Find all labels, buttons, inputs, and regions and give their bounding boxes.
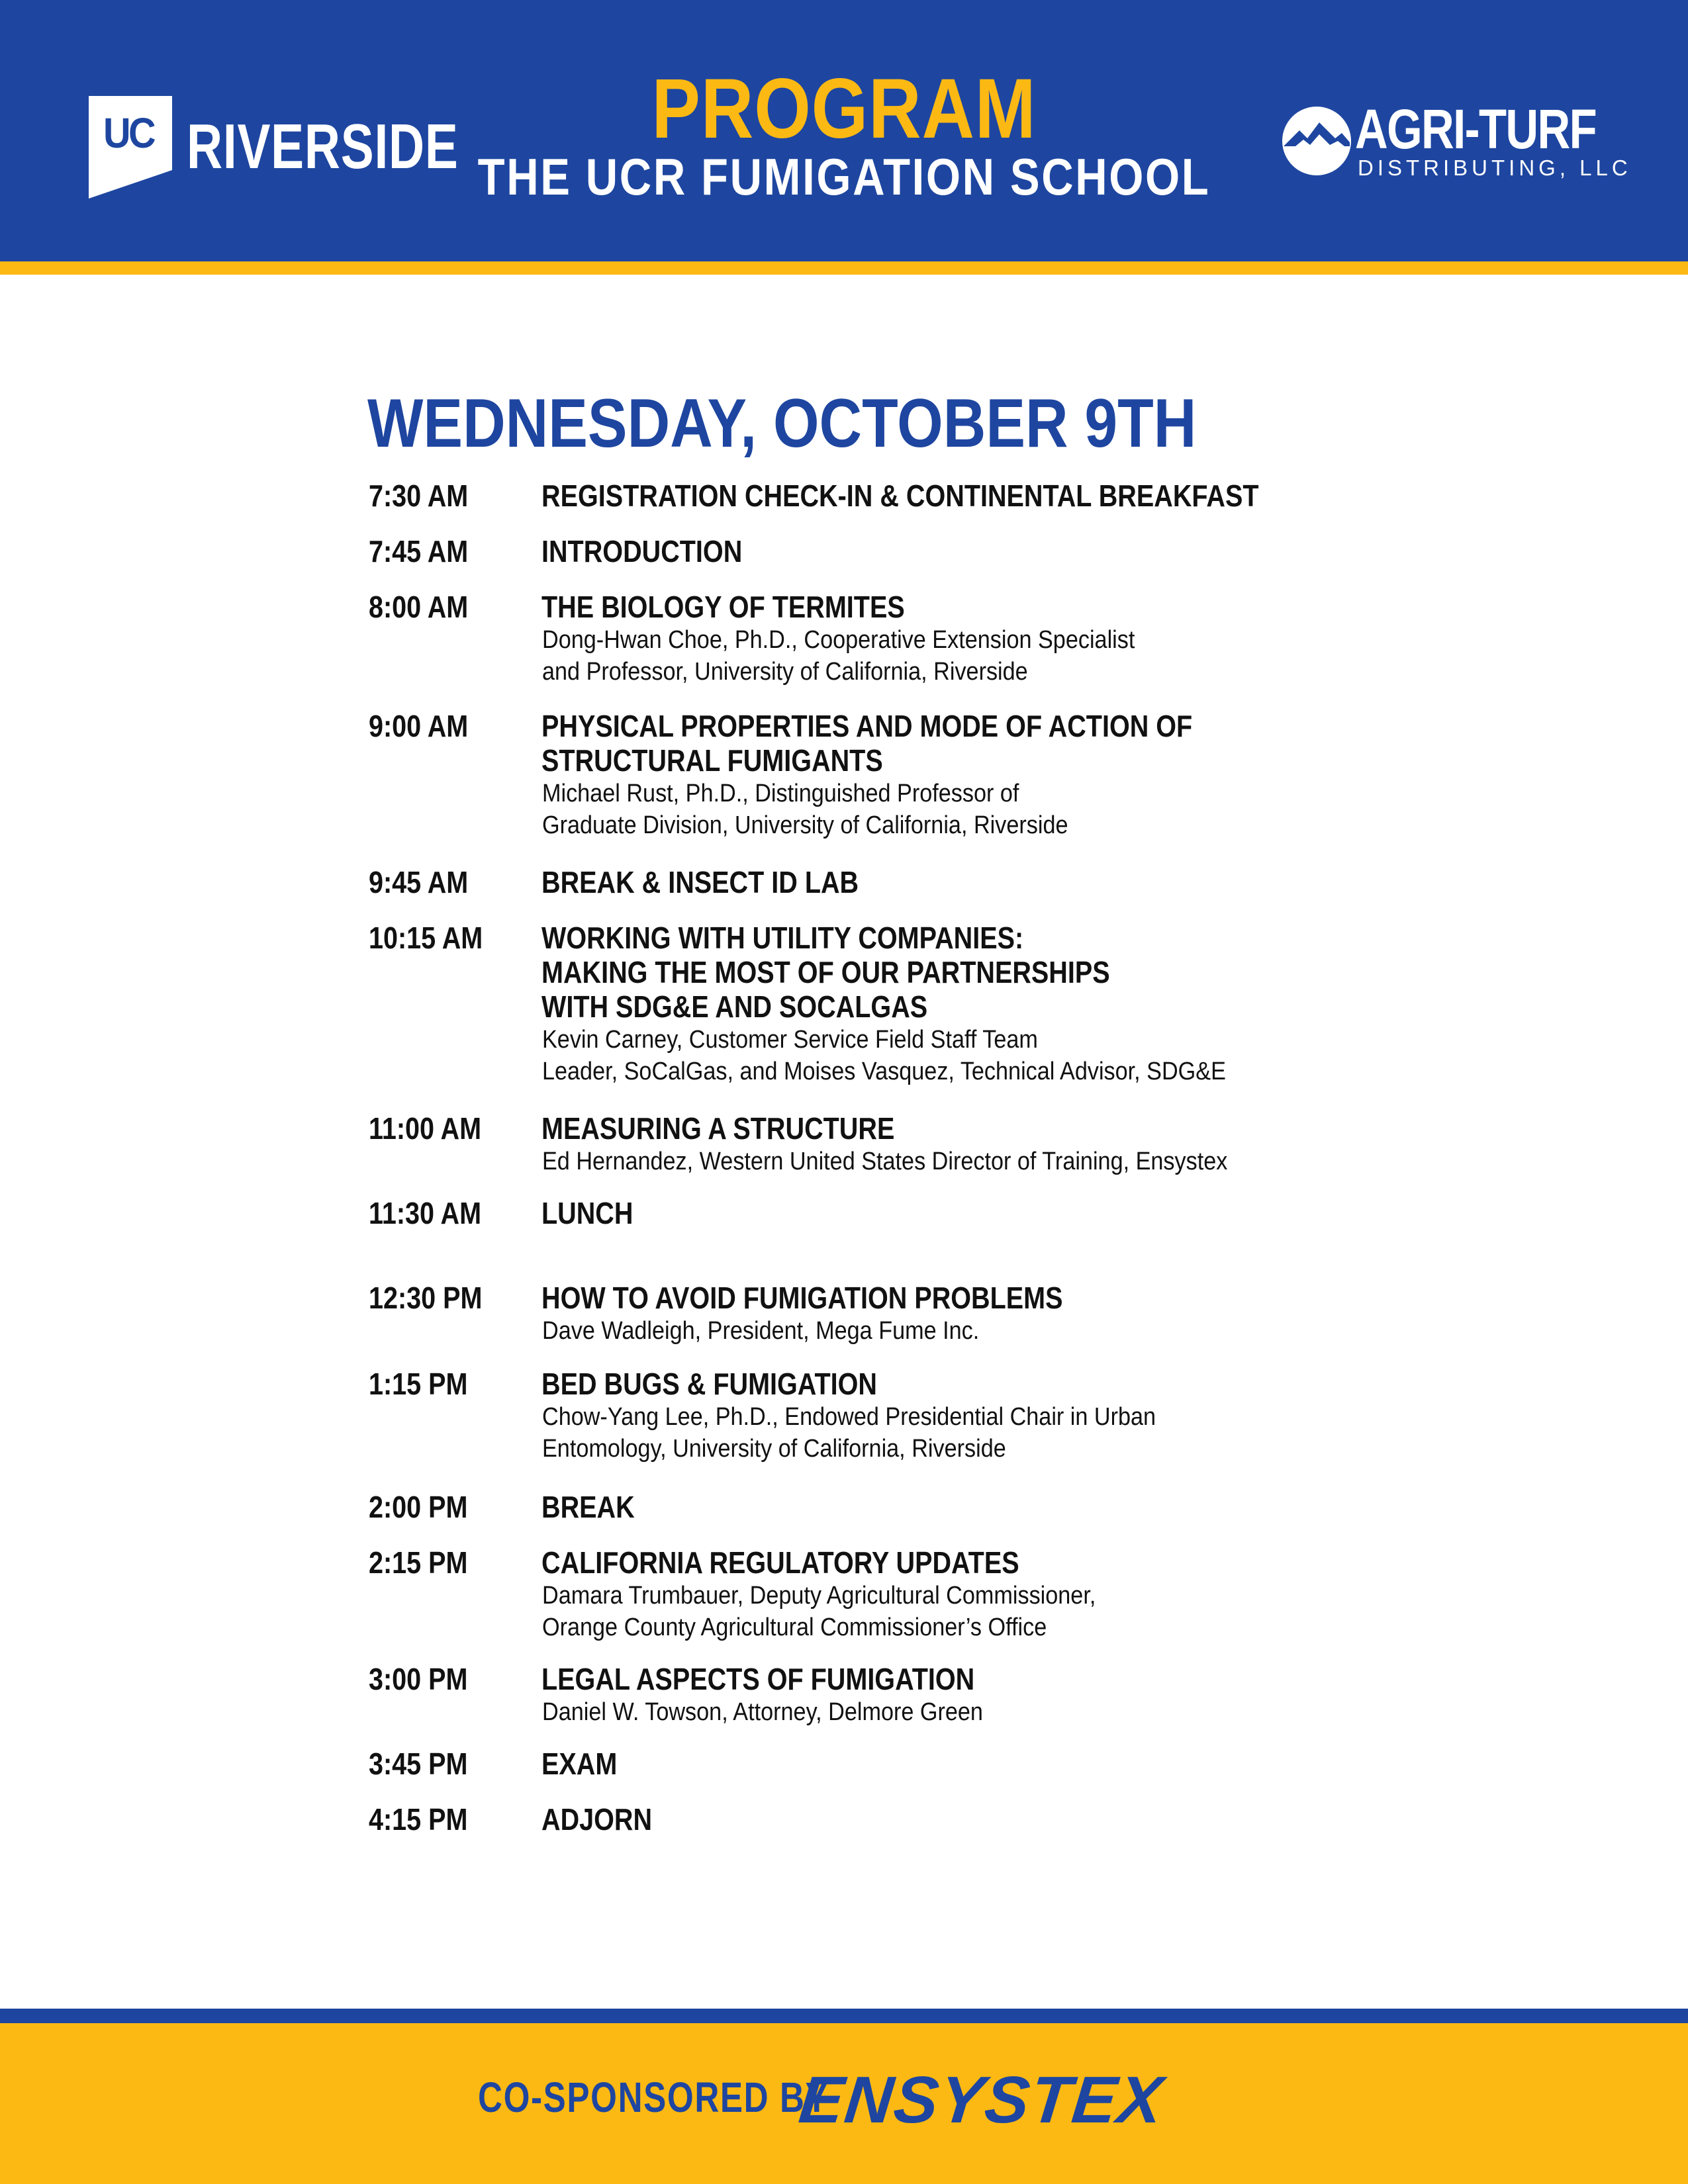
session-title-line: HOW TO AVOID FUMIGATION PROBLEMS: [541, 1281, 1063, 1315]
schedule-time: 4:15 PM: [369, 1802, 468, 1837]
session-title-line: ADJORN: [541, 1802, 653, 1837]
schedule-time: 10:15 AM: [369, 921, 483, 955]
header-accent-stripe: [0, 261, 1688, 275]
session-title: [541, 478, 1259, 513]
session-title: [541, 921, 1110, 1024]
session-title: [541, 1196, 633, 1230]
session-title-line: THE BIOLOGY OF TERMITES: [541, 590, 905, 624]
session-title-line: REGISTRATION CHECK-IN & CONTINENTAL BREAKFAST: [541, 478, 1259, 513]
session-title-line: BED BUGS & FUMIGATION: [541, 1367, 877, 1401]
session-speaker-line: Damara Trumbauer, Deputy Agricultural Commissioner,: [542, 1582, 1096, 1610]
schedule-time: 12:30 PM: [369, 1281, 483, 1315]
day-heading: WEDNESDAY, OCTOBER 9TH: [367, 385, 1197, 462]
session-title: [541, 1662, 974, 1696]
sponsor-logo: ENSYSTEX: [796, 2063, 1168, 2137]
session-title-line: MEASURING A STRUCTURE: [541, 1111, 895, 1146]
session-title-line: MAKING THE MOST OF OUR PARTNERSHIPS: [541, 955, 1110, 989]
session-title-line: STRUCTURAL FUMIGANTS: [541, 743, 883, 778]
schedule-time: 7:45 AM: [369, 534, 469, 569]
session-speaker-line: Kevin Carney, Customer Service Field Staff Team: [542, 1026, 1038, 1054]
session-title: [541, 590, 905, 624]
session-title: [541, 709, 1192, 778]
page-subtitle: THE UCR FUMIGATION SCHOOL: [477, 148, 1211, 206]
session-title: [541, 1747, 617, 1781]
session-speaker: [542, 1696, 983, 1728]
session-title-line: INTRODUCTION: [541, 534, 743, 569]
mountain-circle-icon: [1281, 105, 1352, 177]
sponsor-label: CO-SPONSORED BY: [478, 2073, 829, 2121]
session-speaker-line: Daniel W. Towson, Attorney, Delmore Green: [542, 1698, 983, 1726]
session-title-line: PHYSICAL PROPERTIES AND MODE OF ACTION OF: [541, 709, 1193, 743]
session-speaker-line: Orange County Agricultural Commissioner’s Office: [542, 1614, 1047, 1641]
session-title: [541, 1490, 635, 1524]
session-speaker: [542, 778, 1068, 841]
schedule-time: 9:45 AM: [369, 865, 469, 899]
session-speaker: [542, 1580, 1096, 1643]
session-speaker: [542, 1024, 1226, 1087]
session-speaker-line: Ed Hernandez, Western United States Director of Training, Ensystex: [542, 1148, 1228, 1175]
schedule-time: 2:00 PM: [369, 1490, 468, 1524]
session-speaker: [542, 624, 1135, 688]
agri-turf-subtitle: DISTRIBUTING, LLC: [1358, 156, 1632, 180]
schedule-time: 2:15 PM: [369, 1545, 468, 1580]
session-speaker: [542, 1146, 1227, 1177]
schedule-time: 3:00 PM: [369, 1662, 468, 1696]
session-title: [541, 865, 859, 899]
session-title-line: WITH SDG&E AND SOCALGAS: [541, 989, 928, 1024]
session-title-line: BREAK & INSECT ID LAB: [541, 865, 859, 899]
session-title-line: BREAK: [541, 1490, 635, 1524]
schedule-time: 1:15 PM: [369, 1367, 468, 1401]
footer-rule: [0, 2009, 1688, 2023]
session-title-line: LEGAL ASPECTS OF FUMIGATION: [541, 1662, 975, 1696]
session-title: [541, 1367, 877, 1401]
session-title: [541, 1281, 1063, 1315]
session-title: [541, 1111, 894, 1146]
session-speaker: [542, 1401, 1156, 1465]
agri-turf-wordmark: AGRI-TURF: [1355, 98, 1597, 160]
schedule-time: 11:30 AM: [369, 1196, 482, 1230]
header-banner: [0, 0, 1688, 261]
session-title-line: EXAM: [541, 1747, 618, 1781]
session-speaker: [542, 1315, 979, 1347]
session-title-line: WORKING WITH UTILITY COMPANIES:: [541, 921, 1024, 955]
session-speaker-line: Graduate Division, University of California, Riverside: [542, 811, 1068, 839]
session-title: [541, 534, 742, 569]
session-title: [541, 1802, 652, 1837]
session-title-line: CALIFORNIA REGULATORY UPDATES: [541, 1545, 1019, 1580]
schedule-time: 7:30 AM: [369, 478, 469, 513]
session-title-line: LUNCH: [541, 1196, 633, 1230]
schedule-time: 8:00 AM: [369, 590, 469, 624]
session-speaker-line: Leader, SoCalGas, and Moises Vasquez, Technical Advisor, SDG&E: [542, 1058, 1226, 1085]
session-speaker-line: Chow-Yang Lee, Ph.D., Endowed Presidential Chair in Urban: [542, 1403, 1156, 1431]
session-speaker-line: Entomology, University of California, Riverside: [542, 1435, 1006, 1463]
riverside-wordmark: RIVERSIDE: [187, 111, 459, 182]
page-title: PROGRAM: [651, 62, 1037, 156]
schedule-time: 11:00 AM: [369, 1111, 482, 1146]
session-speaker-line: Dong-Hwan Choe, Ph.D., Cooperative Extension Specialist: [542, 626, 1135, 654]
uc-mark-text: UC: [103, 109, 154, 157]
session-title: [541, 1545, 1019, 1580]
schedule-time: 3:45 PM: [369, 1747, 468, 1781]
session-speaker-line: and Professor, University of California, Riverside: [542, 658, 1028, 686]
session-speaker-line: Michael Rust, Ph.D., Distinguished Professor of: [542, 780, 1019, 807]
agri-turf-logo: [1281, 98, 1632, 189]
session-speaker-line: Dave Wadleigh, President, Mega Fume Inc.: [542, 1317, 980, 1345]
schedule-time: 9:00 AM: [369, 709, 469, 743]
